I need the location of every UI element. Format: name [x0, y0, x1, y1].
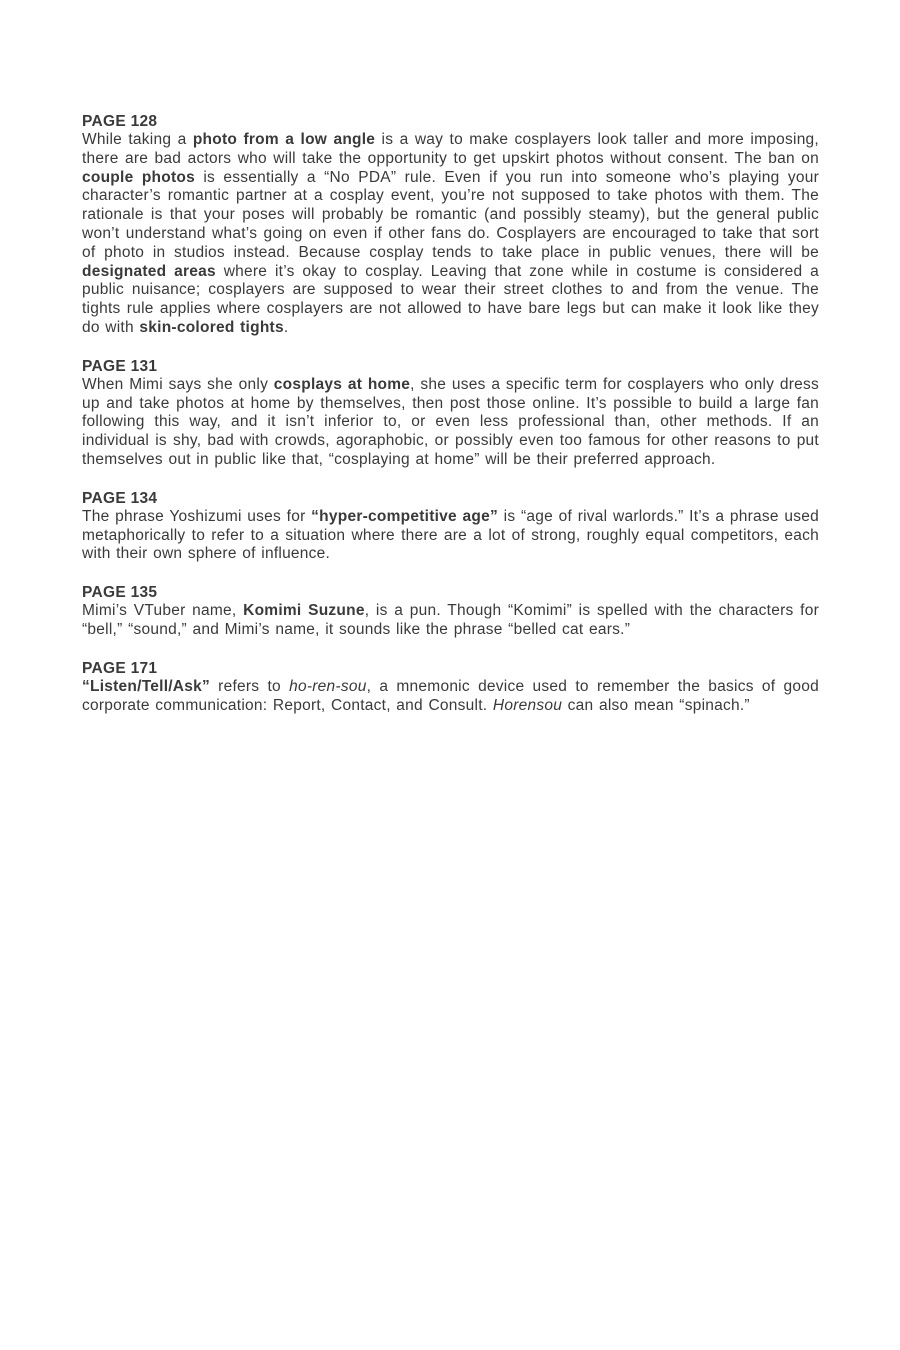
- text-run: .: [283, 318, 289, 336]
- note-paragraph: [82, 602, 819, 640]
- note-section: [82, 489, 819, 564]
- note-paragraph: [82, 678, 819, 716]
- text-run: Mimi’s VTuber name,: [82, 602, 244, 620]
- note-section: [82, 357, 819, 470]
- note-section: [82, 583, 819, 640]
- note-section: [82, 659, 819, 716]
- notes-content: [82, 112, 819, 734]
- note-paragraph: [82, 131, 819, 338]
- page-heading: PAGE 131: [82, 357, 158, 375]
- page-heading: PAGE 134: [82, 489, 158, 507]
- text-run: Horensou: [492, 696, 563, 714]
- text-run: can also mean “spinach.”: [562, 696, 750, 714]
- text-run: is essentially a “No PDA” rule. Even if you run into someone who’s playing your character’s romantic partner at a cosplay event, you’re not supposed to take photos with them. The rationale is that your poses will probably be romantic (and possibly steamy), but the general public won’t understand what’s going on even if other fans do. Cosplayers are encouraged to take that sort of photo in studios instead. Because cosplay tends to take place in public venues, there will be: [82, 168, 819, 261]
- text-run: photo from a low angle: [192, 131, 376, 148]
- text-run: , a mnemonic device used to remember the basics of good corporate communication: Report, Contact, and Consult.: [82, 677, 819, 714]
- text-run: designated areas: [82, 262, 216, 280]
- text-run: , is a pun. Though “Komimi” is spelled with the characters for “bell,” “sound,” and Mimi’s name, it sounds like the phrase “belled cat ears.”: [82, 602, 819, 638]
- text-run: cosplays at home: [273, 375, 411, 393]
- text-run: refers to: [210, 677, 290, 695]
- text-run: is “age of rival warlords.” It’s a phrase used metaphorically to refer to a situation where there are a lot of strong, roughly equal competitors, each with their own sphere of influence.: [82, 507, 819, 563]
- page-heading: PAGE 135: [82, 584, 158, 602]
- note-paragraph: [82, 376, 819, 470]
- text-run: While taking a: [82, 131, 193, 148]
- text-run: Komimi Suzune: [243, 602, 365, 620]
- text-run: ho-ren-sou: [289, 677, 367, 695]
- page-heading: PAGE 128: [82, 113, 158, 130]
- text-run: When Mimi says she only: [82, 375, 274, 393]
- text-run: , she uses a specific term for cosplayers who only dress up and take photos at home by themselves, then post those online. It’s possible to build a large fan following this way, and it isn’t inferior to, or even less professional than, other methods. If an individual is shy, bad with crowds, agoraphobic, or possibly even too famous for other reasons to put themselves out in public like that, “cosplaying at home” will be their preferred approach.: [82, 375, 820, 468]
- text-run: where it’s okay to cosplay. Leaving that zone while in costume is considered a public nuisance; cosplayers are supposed to wear their street clothes to and from the venue. The tights rule applies where cosplayers are not allowed to have bare legs but can make it look like they do with: [82, 262, 819, 336]
- page-heading: PAGE 171: [82, 659, 158, 677]
- note-paragraph: [82, 508, 819, 564]
- note-section: [82, 112, 819, 338]
- text-run: The phrase Yoshizumi uses for: [82, 507, 312, 525]
- text-run: “Listen/Tell/Ask”: [82, 677, 210, 695]
- text-run: is a way to make cosplayers look taller and more imposing, there are bad actors who will take the opportunity to get upskirt photos without consent. The ban on: [82, 131, 819, 167]
- text-run: “hyper-competitive age”: [311, 507, 499, 525]
- text-run: couple photos: [82, 168, 195, 186]
- text-run: skin-colored tights: [139, 318, 284, 336]
